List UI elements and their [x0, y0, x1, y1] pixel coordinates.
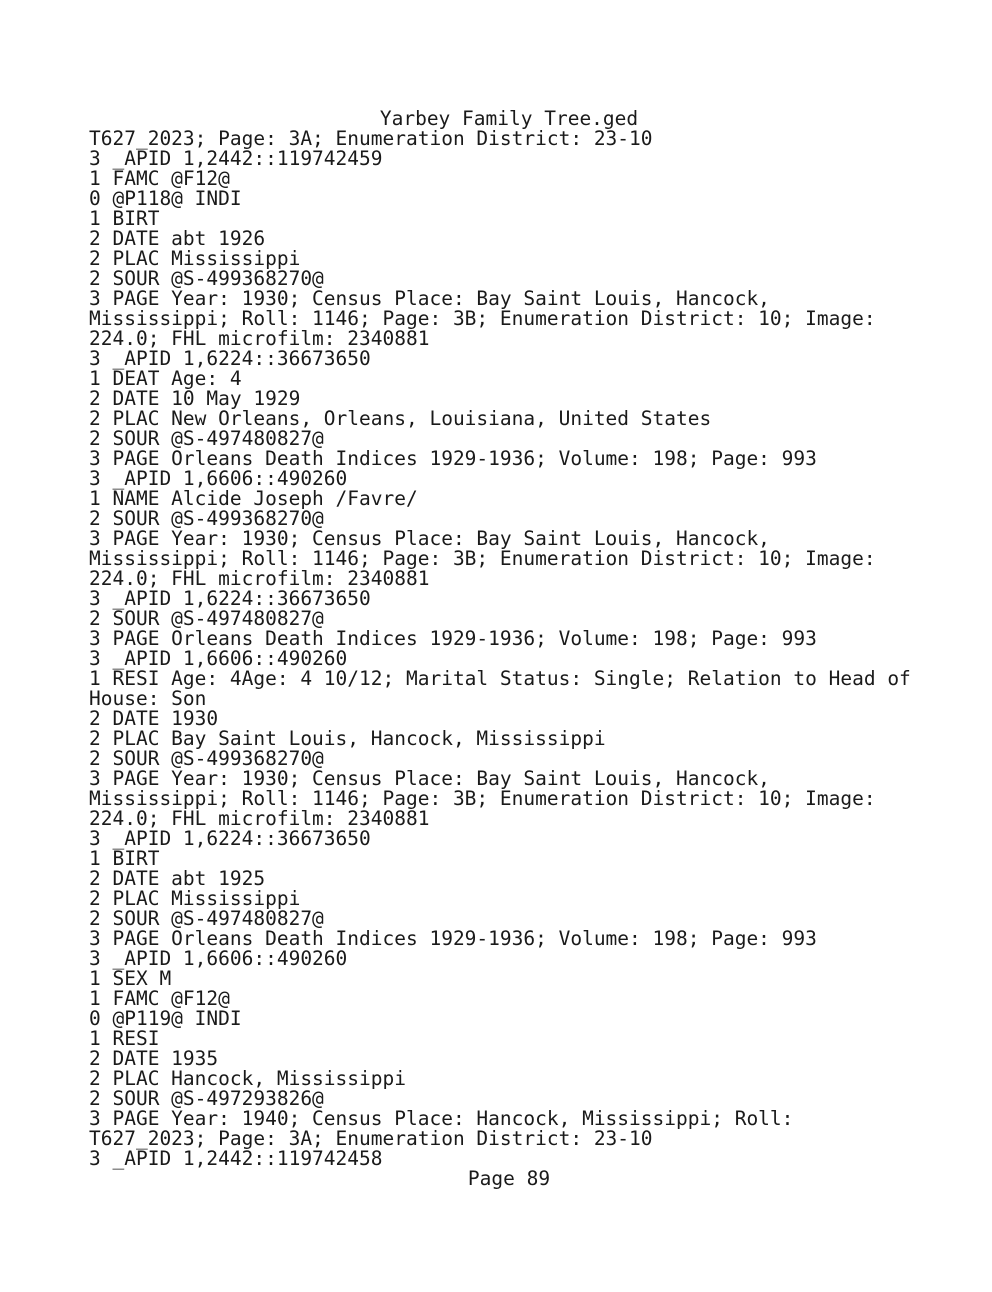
gedcom-line: Mississippi; Roll: 1146; Page: 3B; Enumeration District: 10; Image: [89, 547, 876, 570]
gedcom-text-body [89, 129, 969, 1169]
gedcom-line: T627_2023; Page: 3A; Enumeration District: 23-10 [89, 127, 653, 150]
gedcom-line: House: Son [89, 687, 207, 710]
document-title: Yarbey Family Tree.ged [379, 107, 639, 130]
gedcom-line: 2 SOUR @S-499368270@ [89, 747, 324, 770]
page-number: Page 89 [467, 1167, 551, 1190]
gedcom-line: 2 DATE 1930 [89, 707, 219, 730]
gedcom-line: 2 PLAC Bay Saint Louis, Hancock, Mississippi [89, 727, 606, 750]
gedcom-line: 1 NAME Alcide Joseph /Favre/ [89, 487, 418, 510]
gedcom-line: 3 _APID 1,6224::36673650 [89, 347, 371, 370]
gedcom-line: 1 SEX M [89, 967, 172, 990]
gedcom-line: 1 BIRT [89, 847, 160, 870]
gedcom-line: 3 PAGE Year: 1930; Census Place: Bay Saint Louis, Hancock, [89, 287, 770, 310]
gedcom-line: 2 PLAC Mississippi [89, 887, 301, 910]
gedcom-line: 1 RESI [89, 1027, 160, 1050]
gedcom-line: 224.0; FHL microfilm: 2340881 [89, 567, 430, 590]
gedcom-line: Mississippi; Roll: 1146; Page: 3B; Enumeration District: 10; Image: [89, 307, 876, 330]
gedcom-line: 2 SOUR @S-497480827@ [89, 607, 324, 630]
gedcom-line: 3 _APID 1,6606::490260 [89, 467, 348, 490]
gedcom-line: 2 PLAC Hancock, Mississippi [89, 1067, 406, 1090]
gedcom-line: 3 _APID 1,6606::490260 [89, 647, 348, 670]
gedcom-line: 3 PAGE Year: 1930; Census Place: Bay Saint Louis, Hancock, [89, 767, 770, 790]
gedcom-line: 3 PAGE Year: 1940; Census Place: Hancock, Mississippi; Roll: [89, 1107, 794, 1130]
gedcom-line: 1 BIRT [89, 207, 160, 230]
gedcom-line: 3 PAGE Orleans Death Indices 1929-1936; Volume: 198; Page: 993 [89, 627, 817, 650]
gedcom-line: 0 @P119@ INDI [89, 1007, 242, 1030]
gedcom-line: 2 SOUR @S-497293826@ [89, 1087, 324, 1110]
gedcom-line: T627_2023; Page: 3A; Enumeration District: 23-10 [89, 1127, 653, 1150]
gedcom-line: 2 DATE 1935 [89, 1047, 219, 1070]
gedcom-line: 2 SOUR @S-499368270@ [89, 267, 324, 290]
gedcom-line: 2 SOUR @S-497480827@ [89, 427, 324, 450]
gedcom-line: 224.0; FHL microfilm: 2340881 [89, 327, 430, 350]
gedcom-line: 2 PLAC New Orleans, Orleans, Louisiana, United States [89, 407, 712, 430]
gedcom-line: 2 DATE abt 1925 [89, 867, 266, 890]
gedcom-line: Mississippi; Roll: 1146; Page: 3B; Enumeration District: 10; Image: [89, 787, 876, 810]
gedcom-line: 2 SOUR @S-499368270@ [89, 507, 324, 530]
gedcom-line: 0 @P118@ INDI [89, 187, 242, 210]
gedcom-line: 1 FAMC @F12@ [89, 167, 230, 190]
gedcom-line: 2 SOUR @S-497480827@ [89, 907, 324, 930]
gedcom-line: 3 PAGE Year: 1930; Census Place: Bay Saint Louis, Hancock, [89, 527, 770, 550]
gedcom-line: 2 PLAC Mississippi [89, 247, 301, 270]
gedcom-line: 2 DATE 10 May 1929 [89, 387, 301, 410]
gedcom-line: 1 FAMC @F12@ [89, 987, 230, 1010]
gedcom-line: 1 RESI Age: 4Age: 4 10/12; Marital Status: Single; Relation to Head of [89, 667, 911, 690]
gedcom-line: 3 _APID 1,2442::119742459 [89, 147, 383, 170]
gedcom-line: 2 DATE abt 1926 [89, 227, 266, 250]
gedcom-line: 3 _APID 1,6606::490260 [89, 947, 348, 970]
gedcom-line: 3 _APID 1,2442::119742458 [89, 1147, 383, 1170]
gedcom-line: 3 _APID 1,6224::36673650 [89, 827, 371, 850]
gedcom-line: 1 DEAT Age: 4 [89, 367, 242, 390]
gedcom-line: 224.0; FHL microfilm: 2340881 [89, 807, 430, 830]
gedcom-line: 3 PAGE Orleans Death Indices 1929-1936; Volume: 198; Page: 993 [89, 927, 817, 950]
gedcom-line: 3 _APID 1,6224::36673650 [89, 587, 371, 610]
gedcom-line: 3 PAGE Orleans Death Indices 1929-1936; Volume: 198; Page: 993 [89, 447, 817, 470]
